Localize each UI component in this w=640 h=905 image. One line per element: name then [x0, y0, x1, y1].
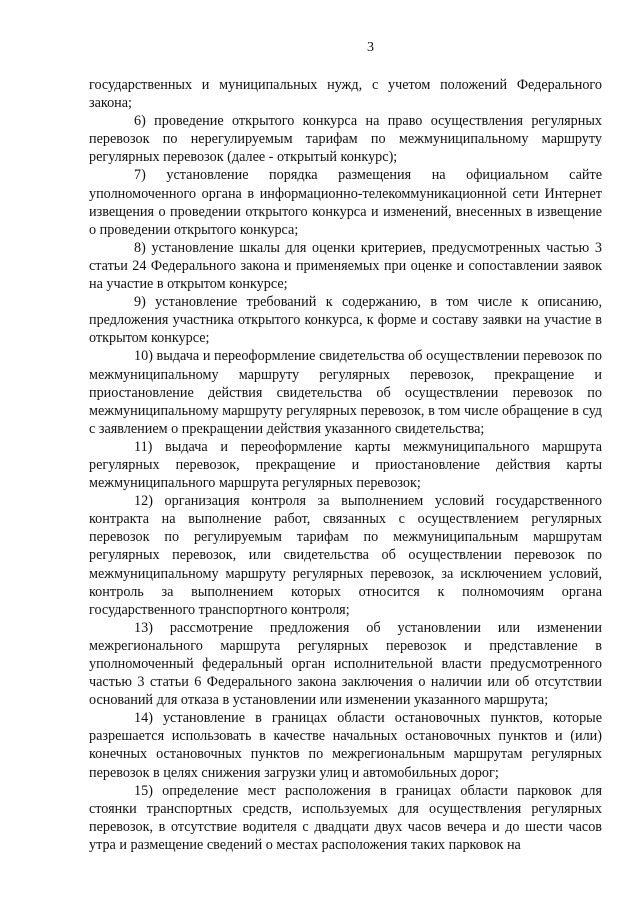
paragraph-item-14: 14) установление в границах области остановочных пунктов, которые разрешается использовать в качестве начальных остановочных пунктов и (или) конечных остановочных пунктов по межрегиональным маршрутам регулярных перевозок в целях снижения загрузки улиц и автомобильных дорог; — [89, 710, 602, 781]
paragraph-item-15: 15) определение мест расположения в границах области парковок для стоянки транспортных средств, используемых для осуществления регулярных перевозок, в отсутствие водителя с двадцати двух часов вечера и до шести часов утра и размещение сведений о местах расположения таких парковок на — [89, 782, 602, 853]
paragraph-item-13: 13) рассмотрение предложения об установлении или изменении межрегионального маршрута регулярных перевозок и представление в уполномоченный федеральный орган исполнительной власти предусмотренного частью 3 статьи 6 Федерального закона заключения о наличии или об отсутствии оснований для отказа в установлении или изменении указанного маршрута; — [89, 619, 602, 709]
paragraph-item-7: 7) установление порядка размещения на официальном сайте уполномоченного органа в информационно-телекоммуникационной сети Интернет извещения о проведении открытого конкурса и изменений, внесенных в извещение о проведении открытого конкурса; — [89, 167, 602, 238]
paragraph-item-10: 10) выдача и переоформление свидетельства об осуществлении перевозок по межмуниципальному маршруту регулярных перевозок, прекращение и приостановление действия свидетельства об осуществлении перевозок по межмуниципальному маршруту регулярных перевозок, в том числе обращение в суд с заявлением о прекращении действия указанного свидетельства; — [89, 348, 602, 437]
paragraph-continuation: государственных и муниципальных нужд, с учетом положений Федерального закона; — [89, 77, 602, 112]
paragraph-item-12: 12) организация контроля за выполнением условий государственного контракта на выполнение работ, связанных с осуществлением регулярных перевозок по регулируемым тарифам по межмуниципальным маршрутам регулярных перевозок, или свидетельства об осуществлении перевозок по межмуниципальному маршруту регулярных перевозок, за исключением условий, контроль за выполнением которых относится к полномочиям органа государственного транспортного контроля; — [89, 493, 602, 618]
paragraph-item-9: 9) установление требований к содержанию, в том числе к описанию, предложения участника открытого конкурса, к форме и составу заявки на участие в открытом конкурсе; — [89, 294, 602, 347]
paragraph-item-6: 6) проведение открытого конкурса на право осуществления регулярных перевозок по нерегулируемым тарифам по межмуниципальному маршруту регулярных перевозок (далее - открытый конкурс); — [89, 113, 602, 166]
paragraph-item-8: 8) установление шкалы для оценки критериев, предусмотренных частью 3 статьи 24 Федерального закона и применяемых при оценке и сопоставлении заявок на участие в открытом конкурсе; — [89, 239, 602, 293]
document-body — [89, 76, 602, 854]
paragraph-item-11: 11) выдача и переоформление карты межмуниципального маршрута регулярных перевозок, прекращение и приостановление действия карты межмуниципального маршрута регулярных перевозок; — [89, 438, 602, 492]
page-number: 3 — [367, 40, 374, 55]
